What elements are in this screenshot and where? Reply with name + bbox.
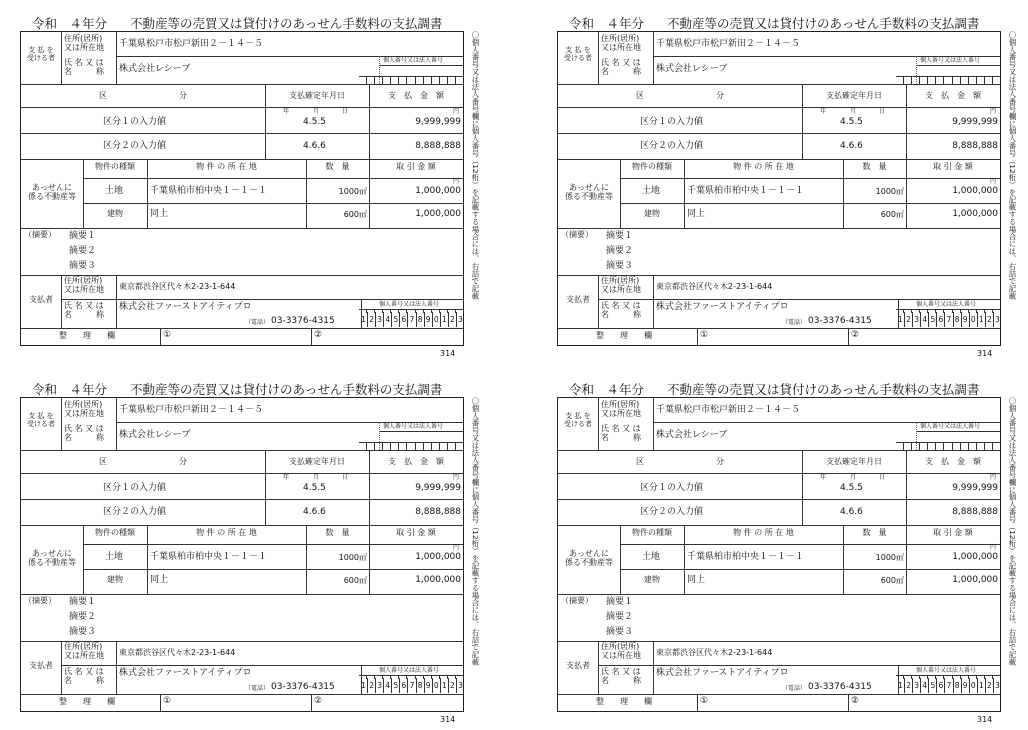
payer-phone: 03-3376-4315 (271, 316, 335, 326)
payment-2-category: 区分２の入力値 (103, 507, 167, 517)
mynumber-digit: 6 (399, 312, 407, 327)
date-header: 支払確定年月日 (289, 457, 345, 466)
payer-phone: 03-3376-4315 (808, 316, 872, 326)
payer-section-label: 支払者 (29, 661, 53, 670)
property-location-header: 物 件 の 所 在 地 (196, 162, 257, 171)
slip-top-right (557, 4, 1019, 358)
mynumber-digit: 1 (440, 312, 448, 327)
payer-address: 東京都渋谷区代々木2-23-1-644 (656, 282, 773, 291)
amount-header: 支 払 金 額 (925, 91, 981, 100)
payer-mynumber-label: 個人番号又は法人番号 (379, 667, 440, 674)
date-header: 支払確定年月日 (826, 457, 882, 466)
property-2-quantity: 600㎡ (343, 576, 367, 585)
day-unit: 日 (879, 108, 886, 115)
recipient-name-label: 氏 名 又 は 名 称 (601, 58, 641, 76)
margin-note: 〇個人番号又は法人番号欄に個人番号（12桁）を記載する場合には、右詰で記載 (471, 31, 480, 300)
property-quantity-header: 数 量 (325, 528, 350, 537)
property-2-location: 同上 (687, 575, 706, 585)
property-1-type: 土地 (642, 186, 661, 196)
recipient-mynumber-label: 個人番号又は法人番号 (383, 423, 444, 430)
mynumber-digit: 0 (432, 678, 440, 693)
recipient-address-label: 住所(居所) 又は所在地 (601, 400, 641, 418)
payment-2-date: 4.6.6 (840, 141, 863, 151)
property-1-quantity: 1000㎡ (875, 187, 904, 196)
payment-1-category: 区分１の入力値 (103, 483, 167, 493)
mynumber-digit: 4 (383, 678, 391, 693)
recipient-mynumber-boxes (896, 76, 1000, 84)
footer-col-1: ① (163, 330, 172, 340)
remarks-label: （摘要） (24, 596, 56, 605)
payer-address-label: 住所(居所) 又は所在地 (64, 276, 104, 294)
date-header: 支払確定年月日 (289, 91, 345, 100)
footer-col-2: ② (851, 330, 860, 340)
property-price-header: 取 引 金 額 (396, 528, 436, 537)
property-1-location: 千葉県柏市柏中央１－１－１ (150, 186, 268, 196)
amount-header: 支 払 金 額 (388, 457, 444, 466)
recipient-section-label: 支 払 を 受ける者 (564, 412, 592, 428)
mynumber-digit: 0 (969, 312, 977, 327)
payer-mynumber-label: 個人番号又は法人番号 (916, 667, 977, 674)
recipient-section-label: 支 払 を 受ける者 (27, 412, 55, 428)
recipient-address: 千葉県松戸市松戸新田２－１４－５ (656, 39, 801, 49)
mynumber-digit: 2 (367, 678, 375, 693)
recipient-name: 株式会社レシーブ (119, 430, 191, 440)
payment-2-amount: 8,888,888 (952, 507, 998, 517)
payment-1-amount: 9,999,999 (952, 117, 998, 127)
property-2-price: 1,000,000 (415, 575, 461, 585)
payer-name-label: 氏 名 又 は 名 称 (64, 667, 104, 685)
year-unit: 年 (283, 474, 290, 481)
recipient-mynumber-boxes (359, 76, 463, 84)
payment-1-date: 4.5.5 (303, 483, 326, 493)
recipient-mynumber-label: 個人番号又は法人番号 (920, 57, 981, 64)
category-header: 区 分 (99, 91, 187, 100)
mynumber-digit: 3 (375, 312, 383, 327)
form-table (20, 31, 464, 346)
property-type-header: 物件の種類 (632, 528, 672, 537)
remarks-line-2: 摘要２ (606, 612, 634, 622)
month-unit: 月 (850, 108, 857, 115)
payer-address-label: 住所(居所) 又は所在地 (64, 642, 104, 660)
property-price-header: 取 引 金 額 (396, 162, 436, 171)
mynumber-digit: 2 (448, 678, 456, 693)
property-1-quantity: 1000㎡ (338, 553, 367, 562)
mynumber-digit: 3 (912, 312, 920, 327)
payment-2-category: 区分２の入力値 (103, 141, 167, 151)
payer-phone: 03-3376-4315 (271, 682, 335, 692)
slip-header (20, 12, 482, 32)
payment-2-date: 4.6.6 (840, 507, 863, 517)
footer-col-1: ① (700, 330, 709, 340)
recipient-address-label: 住所(居所) 又は所在地 (64, 400, 104, 418)
day-unit: 日 (879, 474, 886, 481)
mynumber-digit: 2 (448, 312, 456, 327)
remarks-line-1: 摘要１ (69, 231, 97, 241)
payment-1-date: 4.5.5 (840, 117, 863, 127)
price-yen-unit: 円 (453, 544, 460, 551)
price-yen-unit: 円 (990, 178, 997, 185)
mynumber-digit: 3 (993, 678, 1001, 693)
mynumber-digit: 8 (416, 312, 424, 327)
era-year: 令和 ４年分 (32, 382, 108, 397)
property-2-quantity: 600㎡ (880, 210, 904, 219)
payer-section-label: 支払者 (566, 295, 590, 304)
remarks-label: （摘要） (24, 230, 56, 239)
recipient-address: 千葉県松戸市松戸新田２－１４－５ (119, 39, 264, 49)
slip-header (557, 378, 1019, 398)
category-header: 区 分 (636, 457, 724, 466)
era-year: 令和 ４年分 (569, 16, 645, 31)
mynumber-digit: 2 (904, 312, 912, 327)
form-table (557, 397, 1001, 712)
mynumber-digit: 8 (953, 678, 961, 693)
payer-section-label: 支払者 (566, 661, 590, 670)
payer-phone-label: （電話） (782, 685, 807, 692)
recipient-name: 株式会社レシーブ (656, 64, 728, 74)
payment-1-amount: 9,999,999 (952, 483, 998, 493)
property-1-price: 1,000,000 (415, 186, 461, 196)
property-1-location: 千葉県柏市柏中央１－１－１ (150, 552, 268, 562)
footer-col-2: ② (314, 330, 323, 340)
mynumber-digit: 1 (898, 315, 903, 324)
mynumber-digit: 1 (361, 315, 366, 324)
recipient-name: 株式会社レシーブ (656, 430, 728, 440)
recipient-mynumber-label: 個人番号又は法人番号 (920, 423, 981, 430)
payment-1-amount: 9,999,999 (415, 483, 461, 493)
mynumber-digit: 2 (985, 312, 993, 327)
form-title: 不動産等の売買又は貸付けのあっせん手数料の支払調書 (667, 16, 980, 31)
year-unit: 年 (820, 474, 827, 481)
payer-mynumber-digits (897, 312, 1001, 327)
payment-2-category: 区分２の入力値 (640, 141, 704, 151)
category-header: 区 分 (99, 457, 187, 466)
mynumber-digit: 1 (361, 681, 366, 690)
remarks-line-2: 摘要２ (69, 246, 97, 256)
mynumber-digit: 2 (367, 312, 375, 327)
property-section-label: あっせんに 係る不動産等 (28, 183, 76, 201)
property-type-header: 物件の種類 (95, 162, 135, 171)
payer-name: 株式会社ファーストアイティプロ (656, 668, 789, 678)
property-location-header: 物 件 の 所 在 地 (733, 162, 794, 171)
footer-label: 整 理 欄 (59, 331, 115, 340)
recipient-mynumber-label: 個人番号又は法人番号 (383, 57, 444, 64)
footer-col-2: ② (314, 696, 323, 706)
payment-2-amount: 8,888,888 (415, 507, 461, 517)
mynumber-digit: 5 (928, 678, 936, 693)
mynumber-digit: 3 (375, 678, 383, 693)
mynumber-digit: 5 (391, 312, 399, 327)
property-1-location: 千葉県柏市柏中央１－１－１ (687, 186, 805, 196)
payment-1-date: 4.5.5 (303, 117, 326, 127)
payer-name-label: 氏 名 又 は 名 称 (64, 301, 104, 319)
form-table (557, 31, 1001, 346)
recipient-address: 千葉県松戸市松戸新田２－１４－５ (656, 405, 801, 415)
payer-address-label: 住所(居所) 又は所在地 (601, 642, 641, 660)
footer-label: 整 理 欄 (59, 697, 115, 706)
mynumber-digit: 5 (391, 678, 399, 693)
property-type-header: 物件の種類 (95, 528, 135, 537)
payer-mynumber-digits (360, 678, 464, 693)
margin-note: 〇個人番号又は法人番号欄に個人番号（12桁）を記載する場合には、右詰で記載 (471, 397, 480, 666)
margin-note: 〇個人番号又は法人番号欄に個人番号（12桁）を記載する場合には、右詰で記載 (1008, 31, 1017, 300)
amount-header: 支 払 金 額 (388, 91, 444, 100)
payment-1-category: 区分１の入力値 (640, 117, 704, 127)
payer-address: 東京都渋谷区代々木2-23-1-644 (119, 282, 236, 291)
payer-address: 東京都渋谷区代々木2-23-1-644 (656, 648, 773, 657)
footer-col-2: ② (851, 696, 860, 706)
form-code: 314 (977, 349, 993, 358)
slip-header (20, 378, 482, 398)
mynumber-digit: 3 (912, 678, 920, 693)
footer-col-1: ① (700, 696, 709, 706)
payment-2-category: 区分２の入力値 (640, 507, 704, 517)
mynumber-digit: 2 (904, 678, 912, 693)
mynumber-digit: 9 (961, 678, 969, 693)
property-2-quantity: 600㎡ (343, 210, 367, 219)
property-2-quantity: 600㎡ (880, 576, 904, 585)
mynumber-digit: 9 (961, 312, 969, 327)
recipient-name-label: 氏 名 又 は 名 称 (64, 58, 104, 76)
slip-header (557, 12, 1019, 32)
payer-phone: 03-3376-4315 (808, 682, 872, 692)
price-yen-unit: 円 (453, 178, 460, 185)
month-unit: 月 (313, 108, 320, 115)
footer-col-1: ① (163, 696, 172, 706)
mynumber-digit: 6 (936, 678, 944, 693)
property-2-type: 建物 (107, 209, 123, 218)
remarks-line-3: 摘要３ (606, 627, 634, 637)
property-quantity-header: 数 量 (862, 528, 887, 537)
payer-section-label: 支払者 (29, 295, 53, 304)
recipient-mynumber-boxes (896, 442, 1000, 450)
property-price-header: 取 引 金 額 (933, 162, 973, 171)
remarks-line-3: 摘要３ (69, 261, 97, 271)
mynumber-digit: 8 (416, 678, 424, 693)
payer-phone-label: （電話） (782, 319, 807, 326)
payer-address-label: 住所(居所) 又は所在地 (601, 276, 641, 294)
payer-mynumber-digits (897, 678, 1001, 693)
mynumber-digit: 8 (953, 312, 961, 327)
mynumber-digit: 4 (920, 678, 928, 693)
mynumber-digit: 1 (440, 678, 448, 693)
margin-note: 〇個人番号又は法人番号欄に個人番号（12桁）を記載する場合には、右詰で記載 (1008, 397, 1017, 666)
year-unit: 年 (820, 108, 827, 115)
property-2-type: 建物 (644, 209, 660, 218)
mynumber-digit: 7 (944, 312, 952, 327)
footer-label: 整 理 欄 (596, 331, 652, 340)
mynumber-digit: 0 (432, 312, 440, 327)
form-code: 314 (977, 715, 993, 724)
property-location-header: 物 件 の 所 在 地 (733, 528, 794, 537)
payment-2-date: 4.6.6 (303, 141, 326, 151)
property-2-type: 建物 (107, 575, 123, 584)
mynumber-digit: 7 (944, 678, 952, 693)
payment-1-category: 区分１の入力値 (103, 117, 167, 127)
property-1-type: 土地 (105, 186, 124, 196)
property-type-header: 物件の種類 (632, 162, 672, 171)
property-1-type: 土地 (105, 552, 124, 562)
payer-phone-label: （電話） (245, 685, 270, 692)
mynumber-digit: 3 (456, 678, 464, 693)
form-title: 不動産等の売買又は貸付けのあっせん手数料の支払調書 (667, 382, 980, 397)
payer-mynumber-label: 個人番号又は法人番号 (379, 301, 440, 308)
property-2-location: 同上 (150, 575, 169, 585)
mynumber-digit: 7 (407, 678, 415, 693)
property-2-price: 1,000,000 (415, 209, 461, 219)
property-1-price: 1,000,000 (952, 186, 998, 196)
property-quantity-header: 数 量 (325, 162, 350, 171)
price-yen-unit: 円 (990, 544, 997, 551)
era-year: 令和 ４年分 (32, 16, 108, 31)
mynumber-digit: 2 (985, 678, 993, 693)
payment-2-date: 4.6.6 (303, 507, 326, 517)
form-title: 不動産等の売買又は貸付けのあっせん手数料の支払調書 (130, 16, 443, 31)
payer-mynumber-label: 個人番号又は法人番号 (916, 301, 977, 308)
amount-yen-unit: 円 (990, 474, 997, 481)
property-quantity-header: 数 量 (862, 162, 887, 171)
remarks-line-2: 摘要２ (606, 246, 634, 256)
payer-mynumber-digits (360, 312, 464, 327)
month-unit: 月 (313, 474, 320, 481)
property-1-type: 土地 (642, 552, 661, 562)
payment-1-date: 4.5.5 (840, 483, 863, 493)
payment-1-amount: 9,999,999 (415, 117, 461, 127)
slip-bottom-left (20, 370, 482, 724)
payment-1-category: 区分１の入力値 (640, 483, 704, 493)
payer-name: 株式会社ファーストアイティプロ (119, 668, 252, 678)
property-2-price: 1,000,000 (952, 575, 998, 585)
remarks-line-1: 摘要１ (69, 597, 97, 607)
payer-address: 東京都渋谷区代々木2-23-1-644 (119, 648, 236, 657)
amount-yen-unit: 円 (453, 474, 460, 481)
mynumber-digit: 6 (936, 312, 944, 327)
mynumber-digit: 4 (383, 312, 391, 327)
form-title: 不動産等の売買又は貸付けのあっせん手数料の支払調書 (130, 382, 443, 397)
remarks-line-3: 摘要３ (606, 261, 634, 271)
recipient-section-label: 支 払 を 受ける者 (564, 46, 592, 62)
payer-name: 株式会社ファーストアイティプロ (656, 302, 789, 312)
property-price-header: 取 引 金 額 (933, 528, 973, 537)
mynumber-digit: 1 (898, 681, 903, 690)
payment-2-amount: 8,888,888 (952, 141, 998, 151)
recipient-address-label: 住所(居所) 又は所在地 (601, 34, 641, 52)
form-code: 314 (440, 715, 456, 724)
remarks-line-1: 摘要１ (606, 597, 634, 607)
property-2-location: 同上 (150, 209, 169, 219)
remarks-line-3: 摘要３ (69, 627, 97, 637)
mynumber-digit: 4 (920, 312, 928, 327)
mynumber-digit: 7 (407, 312, 415, 327)
amount-yen-unit: 円 (990, 108, 997, 115)
recipient-name-label: 氏 名 又 は 名 称 (601, 424, 641, 442)
day-unit: 日 (342, 108, 349, 115)
recipient-name: 株式会社レシーブ (119, 64, 191, 74)
footer-label: 整 理 欄 (596, 697, 652, 706)
property-section-label: あっせんに 係る不動産等 (565, 549, 613, 567)
property-2-location: 同上 (687, 209, 706, 219)
day-unit: 日 (342, 474, 349, 481)
mynumber-digit: 0 (969, 678, 977, 693)
recipient-address: 千葉県松戸市松戸新田２－１４－５ (119, 405, 264, 415)
property-1-quantity: 1000㎡ (875, 553, 904, 562)
remarks-line-2: 摘要２ (69, 612, 97, 622)
mynumber-digit: 3 (993, 312, 1001, 327)
property-location-header: 物 件 の 所 在 地 (196, 528, 257, 537)
slip-top-left (20, 4, 482, 358)
payer-name-label: 氏 名 又 は 名 称 (601, 301, 641, 319)
remarks-label: （摘要） (561, 230, 593, 239)
month-unit: 月 (850, 474, 857, 481)
form-code: 314 (440, 349, 456, 358)
mynumber-digit: 5 (928, 312, 936, 327)
property-1-price: 1,000,000 (415, 552, 461, 562)
year-unit: 年 (283, 108, 290, 115)
property-section-label: あっせんに 係る不動産等 (565, 183, 613, 201)
amount-yen-unit: 円 (453, 108, 460, 115)
mynumber-digit: 9 (424, 678, 432, 693)
recipient-mynumber-boxes (359, 442, 463, 450)
mynumber-digit: 1 (977, 678, 985, 693)
property-1-quantity: 1000㎡ (338, 187, 367, 196)
mynumber-digit: 9 (424, 312, 432, 327)
property-1-location: 千葉県柏市柏中央１－１－１ (687, 552, 805, 562)
property-section-label: あっせんに 係る不動産等 (28, 549, 76, 567)
date-header: 支払確定年月日 (826, 91, 882, 100)
remarks-label: （摘要） (561, 596, 593, 605)
property-2-price: 1,000,000 (952, 209, 998, 219)
slip-bottom-right (557, 370, 1019, 724)
recipient-name-label: 氏 名 又 は 名 称 (64, 424, 104, 442)
era-year: 令和 ４年分 (569, 382, 645, 397)
property-2-type: 建物 (644, 575, 660, 584)
mynumber-digit: 6 (399, 678, 407, 693)
payer-name: 株式会社ファーストアイティプロ (119, 302, 252, 312)
property-1-price: 1,000,000 (952, 552, 998, 562)
payer-name-label: 氏 名 又 は 名 称 (601, 667, 641, 685)
recipient-section-label: 支 払 を 受ける者 (27, 46, 55, 62)
mynumber-digit: 3 (456, 312, 464, 327)
remarks-line-1: 摘要１ (606, 231, 634, 241)
category-header: 区 分 (636, 91, 724, 100)
payer-phone-label: （電話） (245, 319, 270, 326)
payment-2-amount: 8,888,888 (415, 141, 461, 151)
amount-header: 支 払 金 額 (925, 457, 981, 466)
form-table (20, 397, 464, 712)
mynumber-digit: 1 (977, 312, 985, 327)
recipient-address-label: 住所(居所) 又は所在地 (64, 34, 104, 52)
